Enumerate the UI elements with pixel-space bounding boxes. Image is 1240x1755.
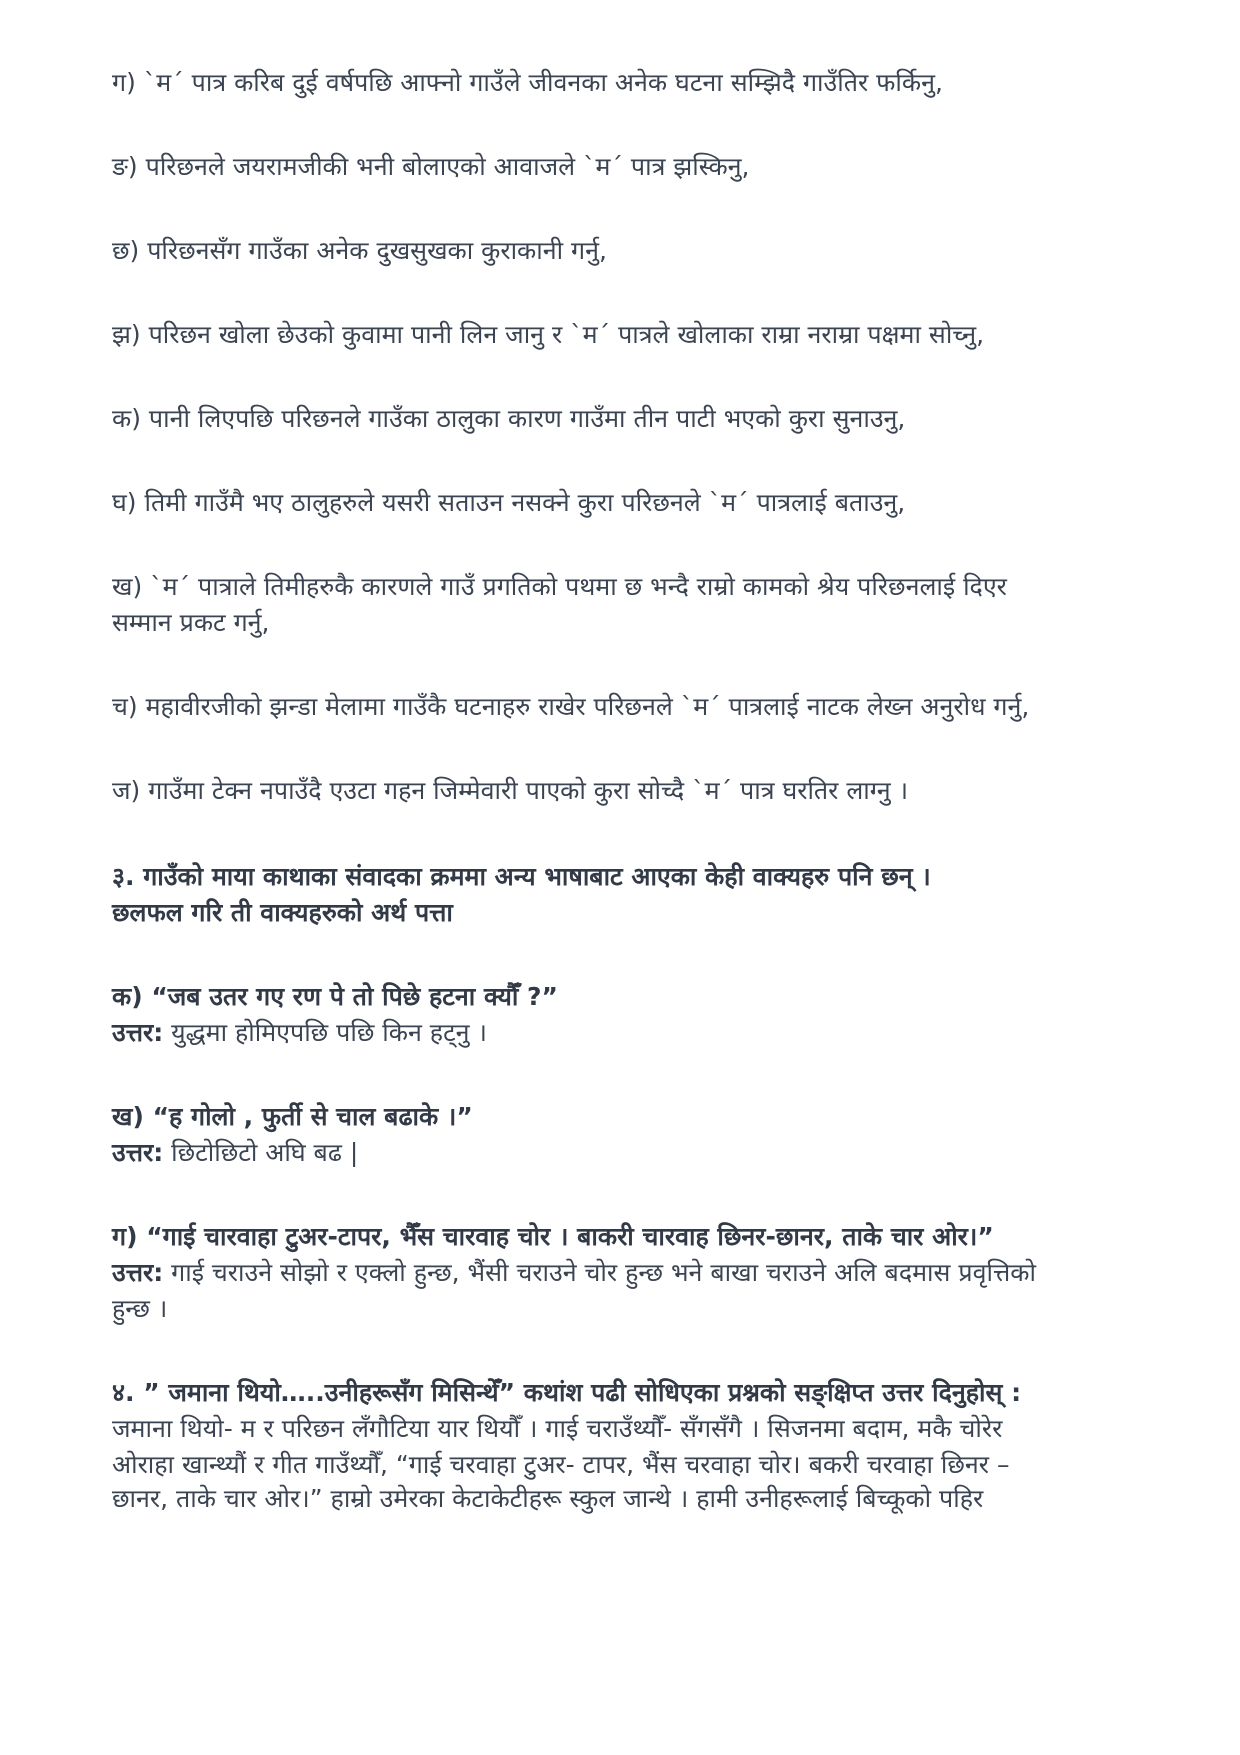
question-3-heading-line1: ३. गाउँको माया काथाका संवादका क्रममा अन्य भाषाबाट आएका केही वाक्यहरु पनि छन् ।	[112, 862, 931, 891]
sequence-item-kha-line2: सम्मान प्रकट गर्नु,	[112, 608, 270, 637]
question-4-passage-line3-clipped	[112, 1480, 1152, 1513]
sequence-item-kha-line1: ख) `म´ पात्राले तिमीहरुकै कारणले गाउँ प्रगतिको पथमा छ भन्दै राम्रो कामको श्रेय परिछनलाई दिएर	[112, 572, 1007, 601]
question-4-heading: ४. ” जमाना थियो…..उनीहरूसँग मिसिन्थेँ” कथांश पढी सोधिएका प्रश्नको सङ्क्षिप्त उत्तर दिनुहोस् :	[112, 1378, 1022, 1407]
sequence-item-jha: झ) परिछन खोला छेउको कुवामा पानी लिन जानु र `म´ पात्रले खोलाका राम्रा नराम्रा पक्षमा सोच्नु,	[112, 320, 985, 349]
question-4-passage-line2: ओराहा खान्थ्यौं र गीत गाउँथ्यौँ, “गाई चरवाहा टुअर- टापर, भैंस चरवाहा चोर। बकरी चरवाहा छिनर –	[112, 1450, 1010, 1479]
qa-ga-answer-cont: हुन्छ ।	[112, 1294, 168, 1323]
sequence-item-nga: ङ) परिछनले जयरामजीकी भनी बोलाएको आवाजले `म´ पात्र झस्किनु,	[112, 152, 750, 181]
qa-kha-answer	[112, 1134, 1152, 1172]
qa-ga-answer	[112, 1254, 1152, 1292]
question-3-heading-line2: छलफल गरि ती वाक्यहरुको अर्थ पत्ता	[112, 898, 453, 927]
answer-text: गाई चराउने सोझो र एक्लो हुन्छ, भैंसी चराउने चोर हुन्छ भने बाखा चराउने अलि बदमास प्रवृत्तिको	[163, 1258, 1036, 1287]
qa-kha-question: ख) “ह गोलो , फुर्ती से चाल बढाके ।”	[112, 1102, 473, 1131]
answer-text: युद्धमा होमिएपछि पछि किन हट्नु ।	[163, 1018, 487, 1047]
sequence-item-ga: ग) `म´ पात्र करिब दुई वर्षपछि आफ्नो गाउँले जीवनका अनेक घटना सम्झिदै गाउँतिर फर्किनु,	[112, 68, 943, 97]
answer-label: उत्तर:	[112, 1138, 164, 1167]
answer-text: छिटोछिटो अघि बढ |	[163, 1138, 359, 1167]
question-4-passage-line1: जमाना थियो- म र परिछन लँगौटिया यार थियौँ । गाई चराउँथ्यौँ- सँगसँगै । सिजनमा बदाम, मकै चोरेर	[112, 1414, 1003, 1443]
sequence-item-ka: क) पानी लिएपछि परिछनले गाउँका ठालुका कारण गाउँमा तीन पाटी भएको कुरा सुनाउनु,	[112, 404, 906, 433]
question-4-passage-line3: छानर, ताके चार ओर।” हाम्रो उमेरका केटाकेटीहरू स्कुल जान्थे । हामी उनीहरूलाई बिच्कूको पहिर	[112, 1484, 984, 1513]
answer-label: उत्तर:	[112, 1018, 164, 1047]
sequence-item-chha: छ) परिछनसँग गाउँका अनेक दुखसुखका कुराकानी गर्नु,	[112, 236, 607, 265]
qa-ka-answer	[112, 1014, 1152, 1052]
answer-label: उत्तर:	[112, 1258, 164, 1287]
qa-ga-question: ग) “गाई चारवाहा टुअर-टापर, भैँस चारवाह चोर । बाकरी चारवाह छिनर-छानर, ताके चार ओर।”	[112, 1222, 994, 1251]
sequence-item-ja: ज) गाउँमा टेक्न नपाउँदै एउटा गहन जिम्मेवारी पाएको कुरा सोच्दै `म´ पात्र घरतिर लाग्नु ।	[112, 776, 909, 805]
qa-ka-question: क) “जब उतर गए रण पे तो पिछे हटना क्यौँ ?”	[112, 982, 558, 1011]
sequence-item-gha: घ) तिमी गाउँमै भए ठालुहरुले यसरी सताउन नसक्ने कुरा परिछनले `म´ पात्रलाई बताउनु,	[112, 488, 906, 517]
sequence-item-cha: च) महावीरजीको झन्डा मेलामा गाउँकै घटनाहरु राखेर परिछनले `म´ पात्रलाई नाटक लेख्न अनुरोध गर्नु,	[112, 692, 1030, 721]
